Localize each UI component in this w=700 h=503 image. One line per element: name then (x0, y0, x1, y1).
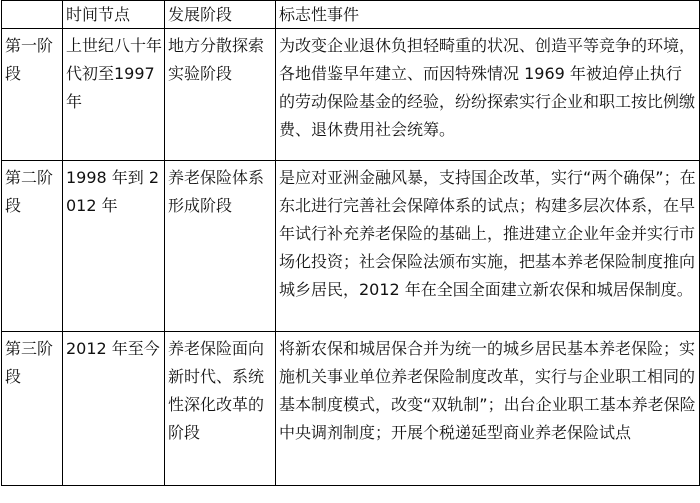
header-cell-events: 标志性事件 (276, 1, 700, 29)
table-row (2, 332, 700, 486)
stage-cell: 第二阶段 (2, 161, 63, 332)
stage-cell: 第一阶段 (2, 29, 63, 161)
events-cell: 为改变企业退休负担轻畸重的状况、创造平等竞争的环境，各地借鉴早年建立、而因特殊情况 1969 年被迫停止执行的劳动保险基金的经验，纷纷探索实行企业和职工按比例缴费、退休费用社会统筹。 (276, 29, 700, 161)
phase-cell: 养老保险面向新时代、系统性深化改革的阶段 (165, 332, 276, 486)
table-row (2, 29, 700, 161)
stage-cell: 第三阶段 (2, 332, 63, 486)
events-cell: 是应对亚洲金融风暴，支持国企改革，实行“两个确保”；在东北进行完善社会保障体系的试点；构建多层次体系，在早年试行补充养老保险的基础上，推进建立企业年金并实行市场化投资；社会保险法颁布实施，把基本养老保险制度推向城乡居民，2012 年在全国全面建立新农保和城居保制度。 (276, 161, 700, 332)
table-row (2, 161, 700, 332)
phase-cell: 养老保险体系形成阶段 (165, 161, 276, 332)
development-stages-table (1, 0, 700, 486)
period-cell: 上世纪八十年代初至1997年 (63, 29, 165, 161)
header-cell-period: 时间节点 (63, 1, 165, 29)
phase-cell: 地方分散探索实验阶段 (165, 29, 276, 161)
table-header-row (2, 1, 700, 29)
period-cell: 1998 年到 2012 年 (63, 161, 165, 332)
period-cell: 2012 年至今 (63, 332, 165, 486)
events-cell: 将新农保和城居保合并为统一的城乡居民基本养老保险；实施机关事业单位养老保险制度改革，实行与企业职工相同的基本制度模式，改变“双轨制”；出台企业职工基本养老保险中央调剂制度；开展个税递延型商业养老保险试点 (276, 332, 700, 486)
header-cell-phase: 发展阶段 (165, 1, 276, 29)
header-cell-stage (2, 1, 63, 29)
